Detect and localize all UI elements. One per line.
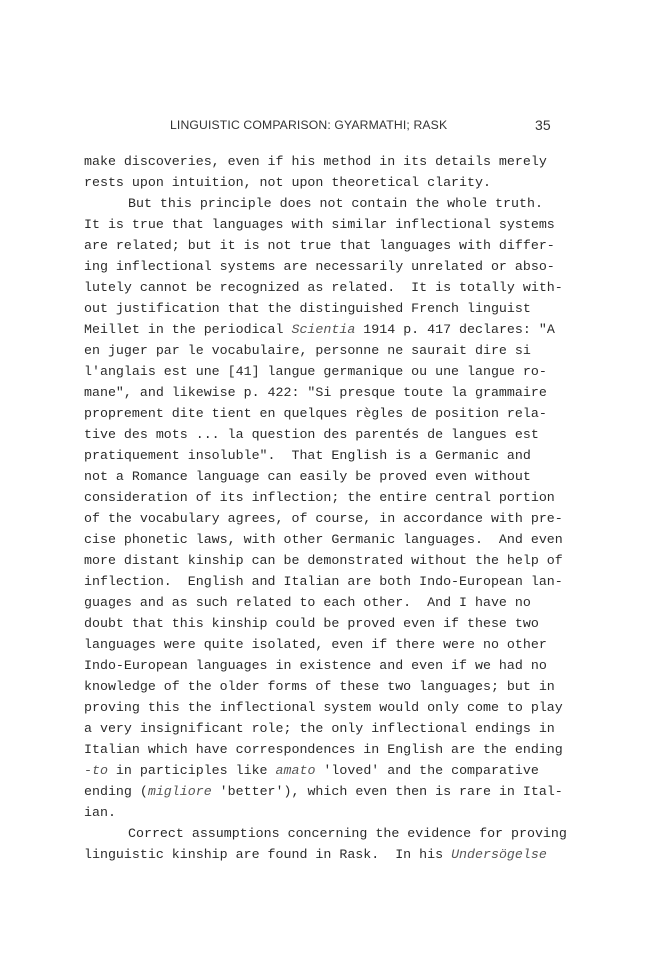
page-header xyxy=(0,118,650,136)
text-line: -to in participles like amato 'loved' and the comparative xyxy=(84,763,539,778)
text-line: guages and as such related to each other. And I have no xyxy=(84,595,531,610)
word-amato: amato xyxy=(275,763,316,778)
text-line: ian. xyxy=(84,805,116,820)
text-line: linguistic kinship are found in Rask. In his Undersögelse xyxy=(84,847,547,862)
paragraph-first-line: Correct assumptions concerning the evidence for proving xyxy=(128,826,567,841)
text-line: make discoveries, even if his method in its details merely xyxy=(84,154,547,169)
text-line: rests upon intuition, not upon theoretical clarity. xyxy=(84,175,491,190)
text-line: knowledge of the older forms of these two languages; but in xyxy=(84,679,555,694)
running-head: LINGUISTIC COMPARISON: GYARMATHI; RASK xyxy=(170,118,448,132)
text-line: doubt that this kinship could be proved even if these two xyxy=(84,616,539,631)
paragraph-first-line: But this principle does not contain the whole truth. xyxy=(128,196,543,211)
text-line: a very insignificant role; the only inflectional endings in xyxy=(84,721,555,736)
text-line: are related; but it is not true that languages with differ- xyxy=(84,238,555,253)
text-line: languages were quite isolated, even if there were no other xyxy=(84,637,547,652)
text-line: consideration of its inflection; the entire central portion xyxy=(84,490,555,505)
word-migliore: migliore xyxy=(147,784,212,799)
text-line: lutely cannot be recognized as related. It is totally with- xyxy=(84,280,563,295)
text-line: mane", and likewise p. 422: "Si presque toute la grammaire xyxy=(84,385,547,400)
work-title: Undersögelse xyxy=(451,847,547,862)
page-number: 35 xyxy=(535,117,551,133)
text-line: Italian which have correspondences in English are the ending xyxy=(84,742,563,757)
body-text xyxy=(84,151,584,865)
text-line: en juger par le vocabulaire, personne ne saurait dire si xyxy=(84,343,531,358)
text-line: Indo-European languages in existence and even if we had no xyxy=(84,658,547,673)
text-line: proving this the inflectional system would only come to play xyxy=(84,700,563,715)
text-line: more distant kinship can be demonstrated without the help of xyxy=(84,553,563,568)
text-line: inflection. English and Italian are both Indo-European lan- xyxy=(84,574,563,589)
text-line: not a Romance language can easily be proved even without xyxy=(84,469,531,484)
text-line: l'anglais est une [41] langue germanique ou une langue ro- xyxy=(84,364,547,379)
text-line: It is true that languages with similar inflectional systems xyxy=(84,217,555,232)
text-line: Meillet in the periodical Scientia 1914 p. 417 declares: "A xyxy=(84,322,555,337)
text-line: ing inflectional systems are necessarily unrelated or abso- xyxy=(84,259,555,274)
text-line: of the vocabulary agrees, of course, in accordance with pre- xyxy=(84,511,563,526)
text-line: out justification that the distinguished French linguist xyxy=(84,301,531,316)
text-line: tive des mots ... la question des parentés de langues est xyxy=(84,427,539,442)
ending-to: -to xyxy=(84,763,108,778)
text-line: proprement dite tient en quelques règles de position rela- xyxy=(84,406,547,421)
text-line: pratiquement insoluble". That English is a Germanic and xyxy=(84,448,531,463)
journal-title: Scientia xyxy=(291,322,356,337)
text-line: cise phonetic laws, with other Germanic languages. And even xyxy=(84,532,563,547)
text-line: ending (migliore 'better'), which even then is rare in Ital- xyxy=(84,784,563,799)
